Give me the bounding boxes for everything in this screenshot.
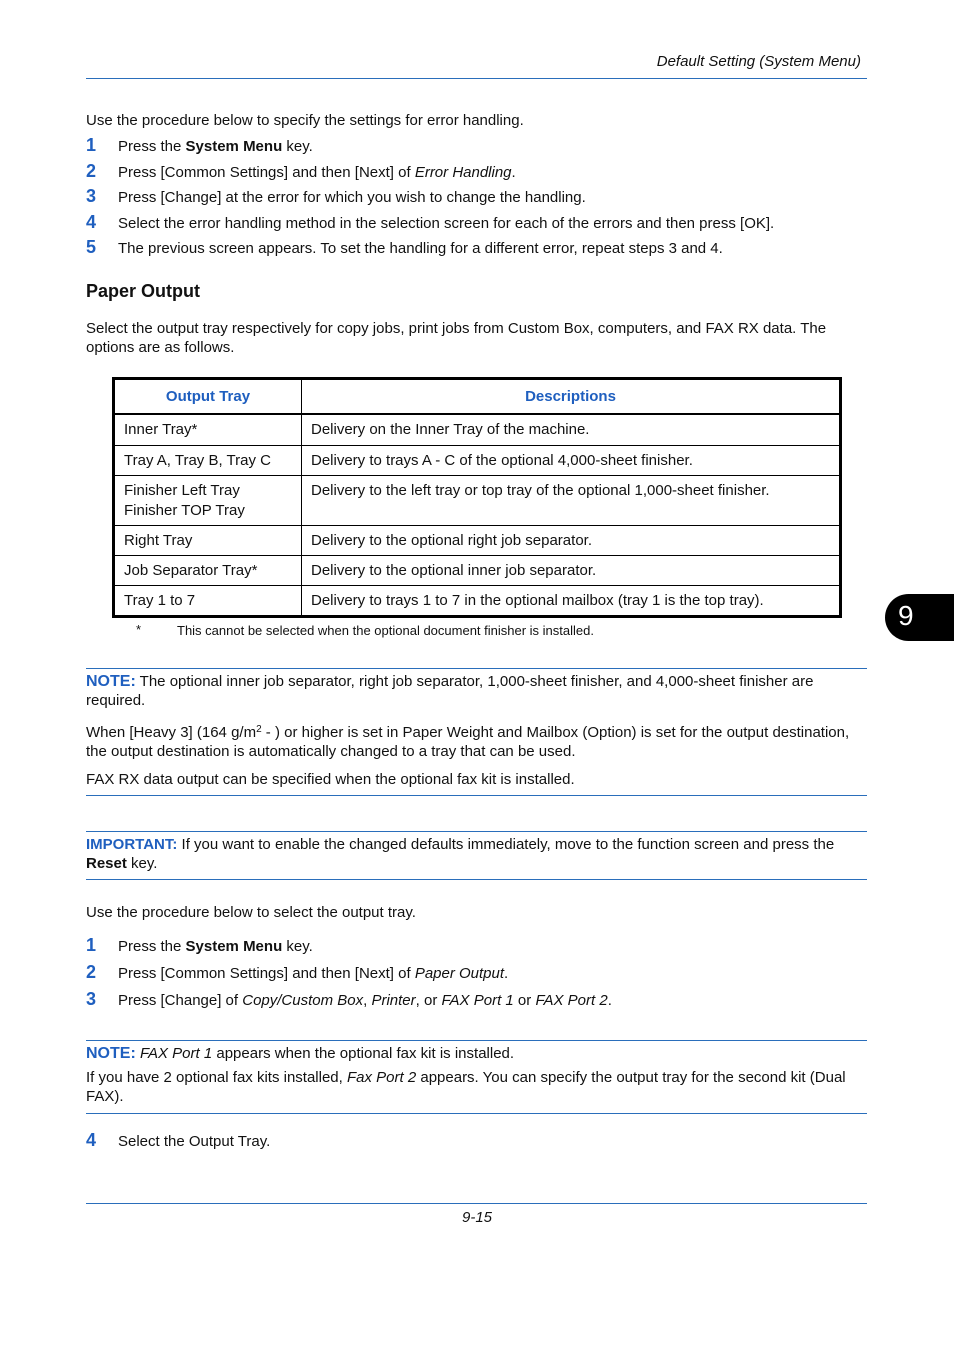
- step-number: 4: [86, 212, 97, 232]
- description-cell: Delivery to trays 1 to 7 in the optional mailbox (tray 1 is the top tray).: [302, 585, 841, 616]
- note-paragraph: FAX RX data output can be specified when the optional fax kit is installed.: [86, 771, 575, 788]
- column-header-output-tray: Output Tray: [114, 379, 302, 415]
- table-row: [114, 445, 841, 475]
- step-3: [86, 989, 867, 1016]
- step-2: [86, 161, 867, 188]
- step-number: 1: [86, 935, 97, 955]
- step-text: The previous screen appears. To set the handling for a different error, repeat steps 3 and 4.: [118, 240, 723, 257]
- important-label: IMPORTANT:: [86, 836, 178, 853]
- step-text: Press [Change] of Copy/Custom Box, Printer, or FAX Port 1 or FAX Port 2.: [118, 992, 612, 1009]
- intro-text-2: Use the procedure below to select the output tray.: [86, 904, 416, 921]
- column-header-descriptions: Descriptions: [302, 379, 841, 415]
- step-1: [86, 935, 867, 962]
- table-row: [114, 525, 841, 555]
- step-4: [86, 212, 867, 239]
- table-header-row: [114, 379, 841, 415]
- tray-cell: Tray 1 to 7: [114, 585, 302, 616]
- step-number: 2: [86, 962, 97, 982]
- step-number: 3: [86, 989, 97, 1009]
- step-number: 3: [86, 186, 97, 206]
- step-5: [86, 237, 867, 264]
- footer-rule: [86, 1203, 867, 1204]
- step-text: Press the System Menu key.: [118, 938, 313, 955]
- step-text: Press [Common Settings] and then [Next] of Error Handling.: [118, 164, 516, 181]
- intro-text: Use the procedure below to specify the settings for error handling.: [86, 112, 524, 129]
- table-row: [114, 585, 841, 616]
- header-rule: [86, 78, 867, 79]
- output-tray-table: [112, 377, 842, 618]
- step-3: [86, 186, 867, 213]
- important-paragraph: IMPORTANT: If you want to enable the changed defaults immediately, move to the function screen and press the Reset key.: [86, 836, 835, 872]
- table-row: [114, 555, 841, 585]
- tray-cell: Job Separator Tray*: [114, 555, 302, 585]
- note-paragraph: NOTE: FAX Port 1 appears when the optional fax kit is installed.: [86, 1045, 515, 1062]
- step-2: [86, 962, 867, 989]
- tray-cell: Finisher Left Tray Finisher TOP Tray: [114, 475, 302, 525]
- important-rule-bottom: [86, 879, 867, 880]
- description-cell: Delivery to the optional right job separator.: [302, 525, 841, 555]
- description-cell: Delivery to the left tray or top tray of the optional 1,000-sheet finisher.: [302, 475, 841, 525]
- note-rule-top: [86, 668, 867, 669]
- step-number: 1: [86, 135, 97, 155]
- step-number: 5: [86, 237, 97, 257]
- footnote-text: This cannot be selected when the optional document finisher is installed.: [177, 623, 594, 638]
- running-header: Default Setting (System Menu): [656, 53, 861, 70]
- table-row: [114, 414, 841, 445]
- page-number: 9-15: [461, 1209, 493, 1226]
- step-number: 4: [86, 1130, 97, 1150]
- note-paragraph: NOTE: The optional inner job separator, right job separator, 1,000-sheet finisher, and 4,000-sheet finisher are required.: [86, 673, 814, 709]
- tray-cell: Inner Tray*: [114, 414, 302, 445]
- note-rule-top: [86, 1040, 867, 1041]
- step-text: Press [Change] at the error for which you wish to change the handling.: [118, 189, 586, 206]
- step-text: Press [Common Settings] and then [Next] of Paper Output.: [118, 965, 509, 982]
- description-cell: Delivery to the optional inner job separator.: [302, 555, 841, 585]
- tray-cell: Right Tray: [114, 525, 302, 555]
- description-cell: Delivery on the Inner Tray of the machine.: [302, 414, 841, 445]
- step-text: Press the System Menu key.: [118, 138, 313, 155]
- note-rule-bottom: [86, 1113, 867, 1114]
- note-paragraph: When [Heavy 3] (164 $g/m^2$ - ) or higher is set in Paper Weight and Mailbox (Option) is set for the output destination, the output destination is automatically changed to a tray that can be used.: [86, 724, 850, 760]
- note-rule-bottom: [86, 795, 867, 796]
- step-number: 2: [86, 161, 97, 181]
- note-label: NOTE:: [86, 673, 136, 690]
- step-1: [86, 135, 867, 162]
- important-rule-top: [86, 831, 867, 832]
- note-paragraph: If you have 2 optional fax kits installed, Fax Port 2 appears. You can specify the output tray for the second kit (Dual FAX).: [86, 1069, 846, 1105]
- tray-cell: Tray A, Tray B, Tray C: [114, 445, 302, 475]
- footnote-mark: *: [136, 622, 142, 637]
- section-intro: Select the output tray respectively for copy jobs, print jobs from Custom Box, computers, and FAX RX data. The options are as follows.: [86, 320, 827, 356]
- description-cell: Delivery to trays A - C of the optional 4,000-sheet finisher.: [302, 445, 841, 475]
- step-text: Select the Output Tray.: [118, 1133, 271, 1150]
- step-text: Select the error handling method in the selection screen for each of the errors and then press [OK].: [118, 215, 775, 232]
- note-label: NOTE:: [86, 1045, 136, 1062]
- table-row: [114, 475, 841, 525]
- step-4: [86, 1130, 867, 1157]
- section-heading: Paper Output: [86, 281, 201, 301]
- chapter-tab: 9: [885, 594, 954, 641]
